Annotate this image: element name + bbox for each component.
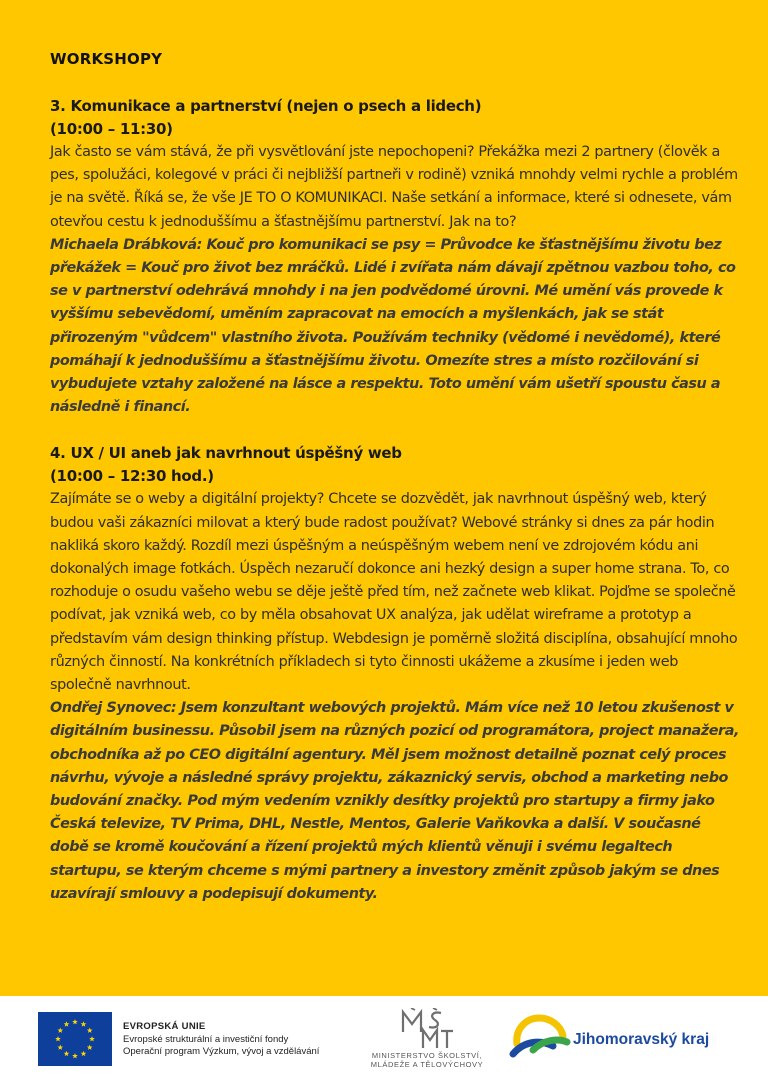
workshop-3 [50, 95, 740, 419]
msmt-name-line1: MINISTERSTVO ŠKOLSTVÍ, [371, 1051, 483, 1060]
jmk-emblem-icon [507, 1010, 571, 1070]
eu-funds-line: Evropské strukturální a investiční fondy [123, 1033, 289, 1045]
eu-star-icon [81, 1051, 87, 1056]
eu-flag-logo [38, 1012, 112, 1066]
workshop-title: 4. UX / UI aneb jak navrhnout úspěšný web [50, 444, 402, 463]
workshop-4 [50, 442, 740, 906]
workshop-title: 3. Komunikace a partnerství (nejen o psech a lidech) [50, 97, 482, 115]
workshop-description: Zajímáte se o weby a digitální projekty? Chcete se dozvědět, jak navrhnout úspěšný web, který budou vaši zákazníci milovat a který bude radost používat? Webové stránky si dnes za pár hodin nakliká skoro každý. Rozdíl mezi úspěšným a neúspěšným webem není ve zdrojovém kódu ani dokonalých image fotkách. Úspěch nezaručí dokonce ani hezký design a super home strana. To, co rozhoduje o osudu vašeho webu se děje ještě před tím, než začnete web klikat. Pojďme se společně podívat, jak vzniká web, co by měla obsahovat UX analýza, jak udělat wireframe a prototyp a představím vám design thinking přístup. Webdesign je poměrně složitá disciplína, obsahující mnoho různých činností. Na konkrétních příkladech si tyto činnosti ukážeme a zkusíme i jeden web společně navrhnout. [50, 491, 738, 694]
eu-star-icon [57, 1028, 63, 1033]
eu-star-icon [87, 1045, 93, 1050]
eu-star-icon [87, 1028, 93, 1033]
eu-star-icon [64, 1021, 70, 1026]
workshop-description: Jak často se vám stává, že při vysvětlování jste nepochopeni? Překážka mezi 2 partnery (člověk a pes, spolužáci, kolegové v práci či nejbližší partneři v rodině) vzniká mnohdy velmi rychle a problém je na světě. Říká se, že vše JE TO O KOMUNIKACI. Naše setkání a informace, které si odnesete, vám otevřou cestu k jednoduššímu a šťastnějšímu partnerství. Jak na to? [50, 144, 738, 230]
workshop-time: (10:00 – 12:30 hod.) [50, 467, 214, 486]
lecturer-bio: Ondřej Synovec: Jsem konzultant webových projektů. Mám více než 10 letou zkušenost v digitálním businessu. Působil jsem na různých pozicí od programátora, project manažera, obchodníka až po CEO digitální agentury. Měl jsem možnost detailně poznat celý proces návrhu, vývoje a následné správy projektu, zákaznický servis, obchod a marketing nebo budování značky. Pod mým vedením vznikly desítky projektů pro startupy a firmy jako Česká televize, TV Prima, DHL, Nestle, Mentos, Galerie Vaňkovka a další. V současné době se kromě koučování a řízení projektů mých klientů věnuji i svému legaltech startupu, se kterým chceme s mými partnery a investory změnit způsob jakým se dnes uzavírají smlouvy a podepisují dokumenty. [50, 700, 739, 902]
page-heading: WORKSHOPY [50, 50, 163, 68]
msmt-monogram-icon [397, 1008, 457, 1052]
eu-star-icon [81, 1021, 87, 1026]
eu-title: EVROPSKÁ UNIE [123, 1021, 206, 1032]
jmk-logo [507, 1010, 747, 1070]
eu-star-icon [72, 1053, 78, 1058]
msmt-name-line2: MLÁDEŽE A TĚLOVÝCHOVY [370, 1059, 484, 1069]
eu-star-icon [89, 1036, 95, 1041]
eu-star-icon [64, 1051, 70, 1056]
lecturer-bio: Michaela Drábková: Kouč pro komunikaci se psy = Průvodce ke šťastnějšímu životu bez překážek = Kouč pro život bez mráčků. Lidé i zvířata nám dávají zpětnou vazbou toho, co se v partnerství odehrává mnohdy i na jen podvědomé úrovni. Mé umění vás provede k vyššímu sebevědomí, uměním zapracovat na emocích a myšlenkách, jak se stát přirozeným "vůdcem" vlastního života. Používám techniky (vědomé i nevědomé), které pomáhají k jednoduššímu a šťastnějšímu životu. Omezíte stres a místo rozčilování si vybudujete vztahy založené na lásce a respektu. Toto umění vám ušetří spoustu času a následně i financí. [50, 236, 736, 416]
jmk-name: Jihomoravský kraj [573, 1031, 710, 1048]
logo-footer [0, 996, 768, 1086]
eu-star-icon [72, 1019, 78, 1024]
eu-programme-line: Operační program Výzkum, vývoj a vzdělávání [123, 1046, 320, 1057]
eu-funding-text [123, 1021, 319, 1059]
eu-star-icon [57, 1045, 63, 1050]
workshop-time: (10:00 – 11:30) [50, 120, 173, 138]
eu-star-icon [55, 1036, 61, 1041]
eu-stars-icon [38, 1012, 112, 1066]
msmt-logo [362, 1008, 492, 1074]
page-content [50, 50, 740, 929]
